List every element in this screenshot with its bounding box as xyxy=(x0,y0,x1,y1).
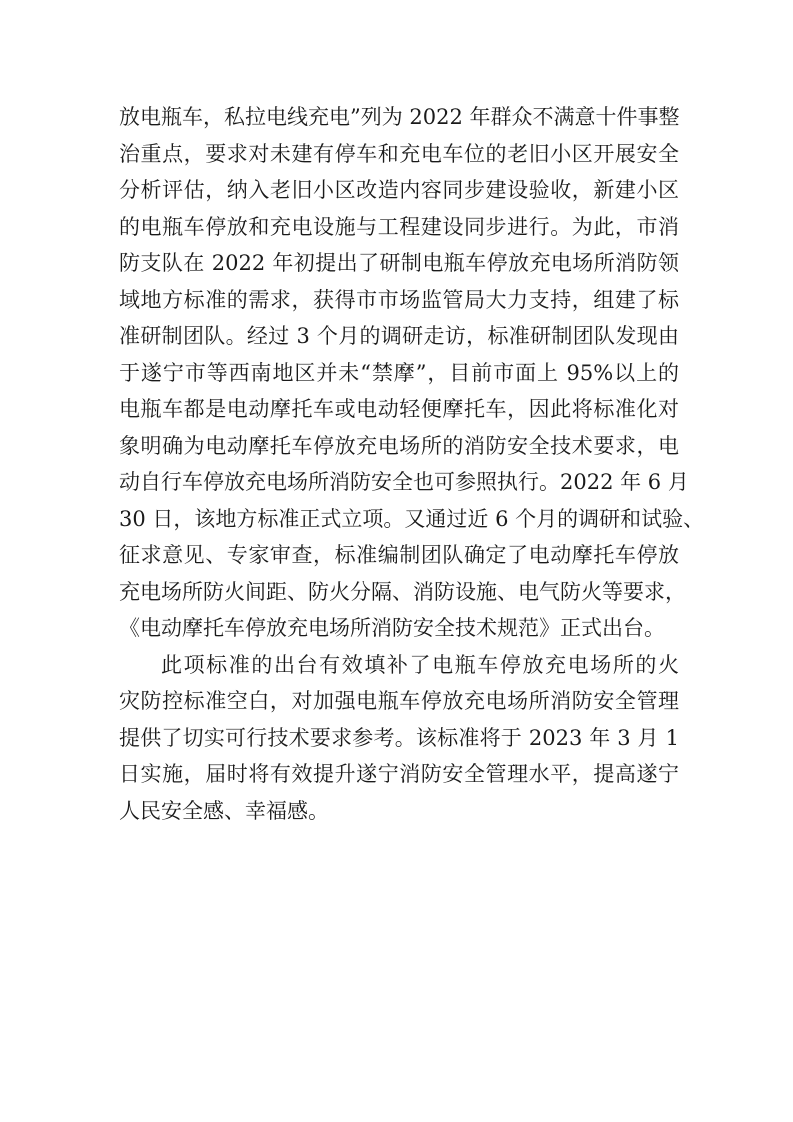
document-body xyxy=(119,99,705,829)
paragraph-line: 30 日，该地方标准正式立项。又通过近 6 个月的调研和试验、 xyxy=(119,506,705,531)
paragraph-line: 《电动摩托车停放充电场所消防安全技术规范》正式出台。 xyxy=(119,616,665,640)
paragraph-line: 电瓶车都是电动摩托车或电动轻便摩托车，因此将标准化对 xyxy=(119,397,679,421)
paragraph-line: 域地方标准的需求，获得市市场监管局大力支持，组建了标 xyxy=(119,287,679,312)
paragraph-2 xyxy=(119,647,679,830)
paragraph-line: 日实施，届时将有效提升遂宁消防安全管理水平，提高遂宁 xyxy=(119,762,679,786)
paragraph-line: 防支队在 2022 年初提出了研制电瓶车停放充电场所消防领 xyxy=(119,251,679,275)
paragraph-line: 的电瓶车停放和充电设施与工程建设同步进行。为此，市消 xyxy=(119,214,679,239)
paragraph-line: 充电场所防火间距、防火分隔、消防设施、电气防火等要求， xyxy=(119,579,686,604)
paragraph-line: 人民安全感、幸福感。 xyxy=(119,798,329,823)
paragraph-line: 征求意见、专家审查，标准编制团队确定了电动摩托车停放 xyxy=(119,543,679,567)
paragraph-line: 象明确为电动摩托车停放充电场所的消防安全技术要求，电 xyxy=(119,433,679,458)
paragraph-line: 准研制团队。经过 3 个月的调研走访，标准研制团队发现由 xyxy=(119,324,679,348)
paragraph-line: 放电瓶车，私拉电线充电”列为 2022 年群众不满意十件事整 xyxy=(119,105,680,129)
paragraph-line: 提供了切实可行技术要求参考。该标准将于 2023 年 3 月 1 xyxy=(119,725,679,750)
paragraph-1 xyxy=(119,99,705,647)
paragraph-line: 此项标准的出台有效填补了电瓶车停放充电场所的火 xyxy=(161,652,679,677)
paragraph-line: 动自行车停放充电场所消防安全也可参照执行。2022 年 6 月 xyxy=(119,470,689,494)
paragraph-line: 分析评估，纳入老旧小区改造内容同步建设验收，新建小区 xyxy=(119,178,679,202)
paragraph-line: 灾防控标准空白，对加强电瓶车停放充电场所消防安全管理 xyxy=(119,689,679,713)
paragraph-line: 治重点，要求对未建有停车和充电车位的老旧小区开展安全 xyxy=(119,141,679,166)
paragraph-line: 于遂宁市等西南地区并未“禁摩”，目前市面上 95%以上的 xyxy=(119,360,679,385)
